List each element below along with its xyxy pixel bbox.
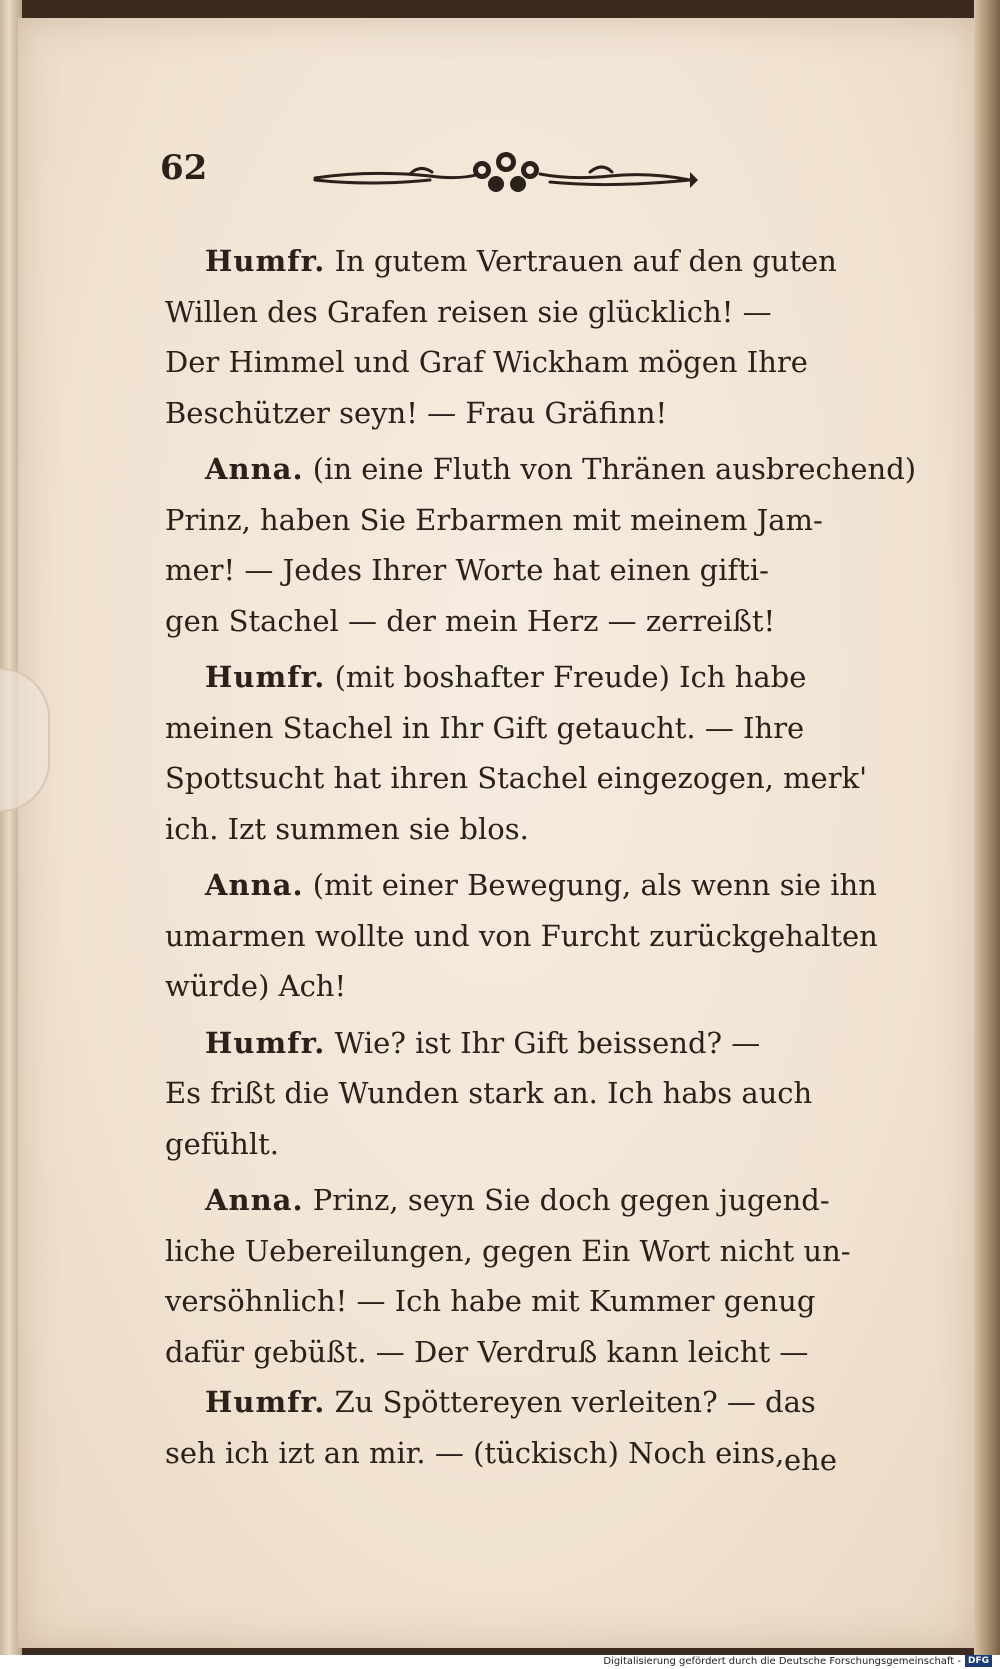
line-text: (mit boshafter Freude) Ich habe <box>334 660 807 694</box>
speaker-name: Humfr. <box>205 244 326 278</box>
text-line <box>165 1018 835 1069</box>
line-text: seh ich izt an mir. — (tückisch) Noch eins, <box>165 1435 785 1470</box>
page-edge <box>974 0 1000 1655</box>
text-line <box>165 545 835 596</box>
speaker-name: Humfr. <box>205 1385 326 1419</box>
text-line <box>165 703 835 754</box>
line-text: Wie? ist Ihr Gift beissend? — <box>334 1025 761 1060</box>
line-text: umarmen wollte und von Furcht zurückgehalten <box>165 918 878 953</box>
line-text: Zu Spöttereyen verleiten? — das <box>334 1385 816 1419</box>
text-line <box>165 961 835 1012</box>
digitization-credit <box>603 1655 992 1669</box>
text-line <box>165 495 835 546</box>
text-line <box>165 1068 835 1119</box>
text-line <box>165 444 917 495</box>
text-line <box>165 1428 838 1479</box>
speaker-name: Humfr. <box>205 660 326 694</box>
text-line <box>165 596 835 647</box>
line-text: würde) Ach! <box>165 969 347 1003</box>
line-text: Beschützer seyn! — Frau Gräfinn! <box>165 395 668 430</box>
line-text: gen Stachel — der mein Herz — zerreißt! <box>165 603 776 638</box>
text-line <box>165 860 877 911</box>
text-line <box>165 236 835 287</box>
line-text: Es frißt die Wunden stark an. Ich habs auch <box>165 1076 813 1110</box>
line-text: Willen des Grafen reisen sie glücklich! — <box>165 294 772 329</box>
line-text: mer! — Jedes Ihrer Worte hat einen gifti- <box>165 553 769 587</box>
line-text: Prinz, haben Sie Erbarmen mit meinem Jam- <box>165 502 823 537</box>
speaker-name: Anna. <box>205 1183 304 1217</box>
text-line <box>165 1276 835 1327</box>
text-line <box>165 652 835 703</box>
line-text: Der Himmel und Graf Wickham mögen Ihre <box>165 345 808 379</box>
line-text: meinen Stachel in Ihr Gift getaucht. — Ihre <box>165 710 805 745</box>
text-line <box>165 1175 835 1226</box>
line-text: ich. Izt summen sie blos. <box>165 811 529 846</box>
page-number: 62 <box>160 148 208 188</box>
text-line <box>165 1226 851 1277</box>
text-line <box>165 804 835 855</box>
line-text: Prinz, seyn Sie doch gegen jugend- <box>312 1183 830 1217</box>
line-text: dafür gebüßt. — Der Verdruß kann leicht — <box>165 1334 809 1369</box>
text-line <box>165 1377 835 1428</box>
line-text: gefühlt. <box>165 1126 279 1161</box>
line-text: Spottsucht hat ihren Stachel eingezogen, merk' <box>165 761 868 795</box>
text-line <box>165 753 868 804</box>
text-line <box>165 388 835 439</box>
line-text: In gutem Vertrauen auf den guten <box>334 244 837 278</box>
line-text: (mit einer Bewegung, als wenn sie ihn <box>312 868 877 902</box>
text-line <box>165 911 878 962</box>
speaker-name: Anna. <box>205 868 304 902</box>
ornament-flourish-icon <box>310 150 700 206</box>
line-text: liche Uebereilungen, gegen Ein Wort nicht un- <box>165 1233 851 1268</box>
text-line <box>165 337 835 388</box>
speaker-name: Humfr. <box>205 1025 326 1060</box>
text-line <box>165 287 835 338</box>
credit-text: Digitalisierung gefördert durch die Deutsche Forschungsgemeinschaft - <box>603 1656 961 1667</box>
dialogue-text <box>165 236 917 1478</box>
text-line <box>165 1327 835 1378</box>
speaker-name: Anna. <box>205 452 304 486</box>
dfg-logo-icon: DFG <box>965 1655 992 1667</box>
line-text: versöhnlich! — Ich habe mit Kummer genug <box>165 1284 816 1318</box>
catchword: ehe <box>784 1443 838 1477</box>
text-line <box>165 1119 835 1170</box>
line-text: (in eine Fluth von Thränen ausbrechend) <box>312 452 917 486</box>
